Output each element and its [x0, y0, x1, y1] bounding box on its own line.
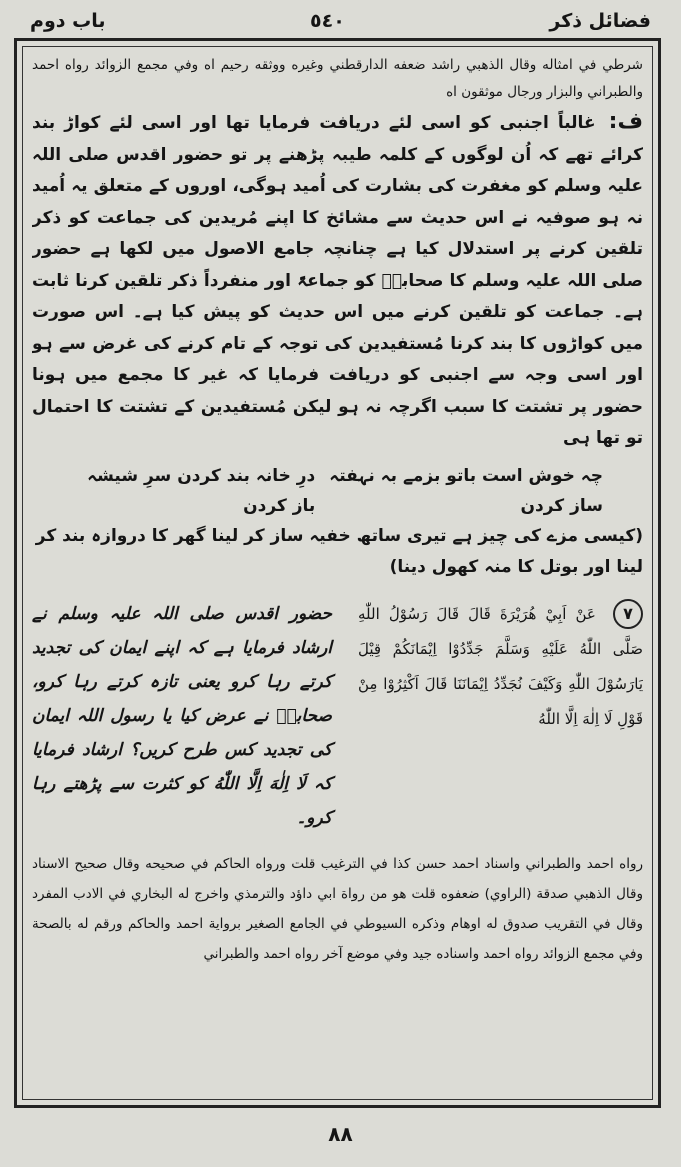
page-top-number: ٥٤٠: [310, 10, 345, 32]
hadith-arabic-text: عَنْ اَبِيْ هُرَيْرَةَ قَالَ قَالَ رَسُوْلُ اللّٰهِ صَلَّى اللّٰهُ عَلَيْهِ وَسَلَّمَ جَدِّدُوْا اِيْمَانَكُمْ قِيْلَ يَارَسُوْلَ اللّٰهِ وَكَيْفَ نُجَدِّدُ اِيْمَانَنَا قَالَ اَكْثِرُوْا مِنْ قَوْلِ لَا اِلٰهَ اِلَّا اللّٰهُ: [358, 604, 643, 728]
commentary-text: غالباً اجنبی کو اسی لئے دریافت فرمایا تھا اور اسی لئے کواڑ بند کرائے تھے کہ اُن لوگوں کے کلمہ طیبہ پڑھنے پر تو حضور اقدس صلی اللہ علیہ وسلم کو مغفرت کی بشارت کی اُمید ہوگی، اوروں کے متعلق یہ اُمید نہ ہو صوفیہ نے اس حدیث سے مشائخ کا اپنے مُریدین کی جماعت کو ذکر تلقین کرنے پر استدلال کیا ہے چنانچہ جامع الاصول میں لکھا ہے حضور صلی اللہ علیہ وسلم کا صحابہؓ کو جماعۃً اور منفرداً ذکر تلقین کرنا ثابت ہے۔ جماعت کو تلقین کرنے میں اس حدیث کو پیش کیا ہے۔ اس صورت میں کواڑوں کا بند کرنا مُستفیدین کی توجہ کے تام کرنے کی غرض سے ہو اور اسی وجہ سے اجنبی کو دریافت فرمایا کہ غیر کا مجمع میں ہونا حضور پر تشتت کا سبب اگرچہ نہ ہو لیکن مُستفیدین کے تشتت کا احتمال تو تھا ہی: [32, 113, 643, 448]
hadith-block: [32, 597, 643, 835]
chapter-label: باب دوم: [30, 10, 106, 32]
commentary-paragraph: [32, 106, 643, 455]
hadith-number: ٧: [613, 599, 643, 629]
reference-bottom: رواه احمد والطبراني واسناد احمد حسن كذا في الترغيب قلت ورواه الحاكم في صحيحه وقال صحيح الاسناد وقال الذهبي صدقة (الراوي) ضعفوه قلت هو من رواة ابي داؤد والترمذي واخرج له البخاري في الادب المفرد وقال في التقريب صدوق له اوهام وذكره السيوطي في الجامع الصغير برواية احمد والحاكم ورقم له بالصحة وفي مجمع الزوائد رواه احمد واسناده جيد وفي موضع آخر رواه احمد والطبراني: [32, 855, 643, 962]
couplet-line-b: درِ خانہ بند کردن سرِ شیشہ باز کردن: [87, 465, 316, 516]
commentary-marker: ف:: [608, 109, 643, 134]
persian-couplet: [32, 461, 643, 521]
hadith-arabic-column: [358, 597, 643, 835]
couplet-line-a: چہ خوش است باتو بزمے بہ نہفتہ ساز کردن: [329, 465, 603, 516]
couplet-translation: (کیسی مزے کی چیز ہے تیری ساتھ خفیہ ساز کر لینا گھر کا دروازہ بند کر لینا اور بوتل کا منہ کھول دینا): [35, 525, 643, 577]
page-content: [32, 52, 643, 1092]
page-header: [20, 6, 661, 36]
book-title: فضائل ذکر: [549, 10, 651, 32]
page-number: ٨٨: [328, 1122, 353, 1146]
hadith-urdu-column: حضور اقدس صلی اللہ علیہ وسلم نے ارشاد فرمایا ہے کہ اپنے ایمان کی تجدید کرتے رہا کرو یعنی تازہ کرتے رہا کرو، صحابہؓ نے عرض کیا یا رسول اللہ ایمان کی تجدید کس طرح کریں؟ ارشاد فرمایا کہ لَا اِلٰهَ اِلَّا اللّٰهُ کو کثرت سے پڑھتے رہا کرو۔: [32, 603, 332, 828]
reference-top: شرطي في امثاله وقال الذهبي راشد ضعفه الدارقطني وغيره ووثقه رحيم اه وفي مجمع الزوائد رواه احمد والطبراني والبزار ورجال موثقون اه: [32, 57, 643, 100]
